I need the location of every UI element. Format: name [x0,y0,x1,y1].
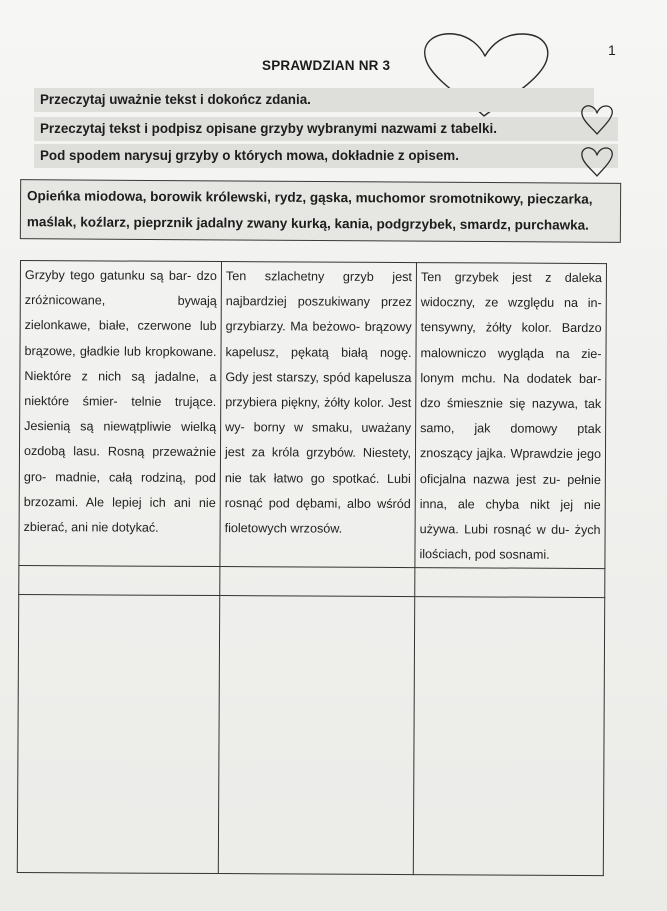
drawing-row [17,595,604,876]
mushroom-table [17,260,607,877]
drawing-cell-3[interactable] [413,597,604,876]
description-text-3: Ten grzybek jest z daleka widoczny, ze względu na in- tensywny, żółty kolor. Bardzo malowniczo wygląda na zie- lonym mchu. Na dodatek bar- dzo śmiesznie się nazywa, tak samo, jak domowy ptak znoszący jajka. Wprawdzie jego oficjalna nazwa jest zu- pełnie inna, ale chyba nikt jej nie używa. Lubi rosnąć w du- żych ilościach, pod sosnami. [419,270,602,563]
drawing-cell-2[interactable] [218,596,414,875]
description-text-2: Ten szlachetny grzyb jest najbardziej poszukiwany przez grzybiarzy. Ma beżowo- brązowy kapelusz, pękatą białą nogę. Gdy jest starszy, spód kapelusza przybiera piękny, żółty kolor. Jest wy- borny w smaku, uważany jest za króla grzybów. Niestety, nie tak łatwo go spotkać. Lubi rosnąć pod dębami, albo wśród fioletowych wrzosów. [224,269,412,536]
instruction-line-1: Przeczytaj uważnie tekst i dokończ zdania. [34,88,594,112]
page-title: SPRAWDZIAN NR 3 [262,58,391,73]
name-answer-cell-1[interactable] [19,566,220,596]
description-cell-2 [220,262,417,568]
name-answer-cell-2[interactable] [220,567,415,597]
instruction-line-3: Pod spodem narysuj grzyby o których mowa, dokładnie z opisem. [34,144,618,168]
instruction-line-2: Przeczytaj tekst i podpisz opisane grzyby wybranymi nazwami z tabelki. [34,117,618,141]
mushroom-names-line-2: maślak, koźlarz, pieprznik jadalny zwany kurką, kania, podgrzybek, smardz, purchawka. [26,214,589,233]
name-answer-cell-3[interactable] [415,568,605,598]
mushroom-names-box [20,179,621,243]
drawing-cell-1[interactable] [17,595,219,874]
name-answer-row [19,566,605,598]
small-heart-icon [580,104,614,136]
instructions-block [34,86,618,176]
description-text-1: Grzyby tego gatunku są bar- dzo zróżnicowane, bywają zielonkawe, białe, czerwone lub brązowe, gładkie lub kropkowane. Niektóre z nich są jadalne, a niektóre śmier- telnie trujące. Jesienią są niewątpliwie wielką ozdobą lasu. Rosną przeważnie gro- madnie, całą rodziną, pod brzozami. Ale lepiej ich ani nie zbierać, ani nie dotykać. [23,268,217,535]
description-row [19,261,607,570]
mushroom-names-line-1: Opieńka miodowa, borowik królewski, rydz, gąska, muchomor sromotnikowy, pieczarka, [27,188,593,207]
description-cell-1 [19,261,222,567]
small-heart-icon [580,146,614,178]
description-cell-3 [415,263,607,569]
page-number: 1 [608,42,616,58]
